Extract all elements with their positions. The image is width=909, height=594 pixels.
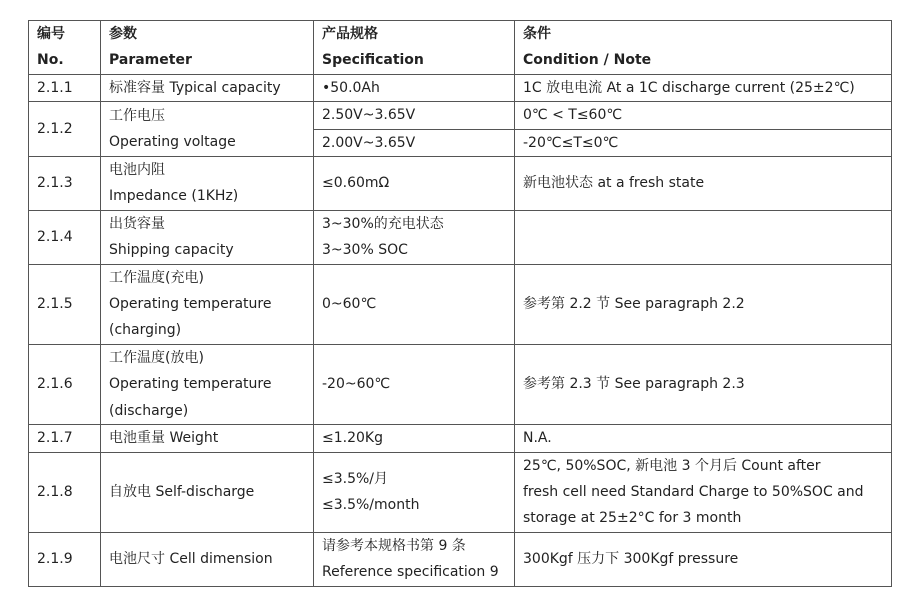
cell-condition: 25℃, 50%SOC, 新电池 3 个月后 Count after fresh cell need Standard Charge to 50%SOC and storage at 25±2°C for 3 month [515,452,892,532]
table-row [29,344,892,424]
cell-spec: 3~30%的充电状态 3~30% SOC [314,210,515,264]
cell-parameter: 电池尺寸 Cell dimension [101,532,314,586]
cell-spec: ≤1.20Kg [314,425,515,452]
cell-spec: ≤3.5%/月 ≤3.5%/month [314,452,515,532]
cell-condition: N.A. [515,425,892,452]
cell-spec: 2.50V~3.65V [314,102,515,129]
table-row [29,452,892,532]
table-row [29,210,892,264]
header-specification: 产品规格 Specification [314,21,515,75]
table-row [29,74,892,101]
cell-no: 2.1.4 [29,210,101,264]
cell-parameter: 电池内阻 Impedance (1KHz) [101,157,314,211]
cell-no: 2.1.1 [29,74,101,101]
cell-spec: 2.00V~3.65V [314,129,515,156]
cell-no: 2.1.5 [29,264,101,344]
cell-spec: 0~60℃ [314,264,515,344]
cell-parameter: 工作温度(放电) Operating temperature (discharge) [101,344,314,424]
cell-no: 2.1.6 [29,344,101,424]
header-no: 编号 No. [29,21,101,75]
cell-spec: •50.0Ah [314,74,515,101]
cell-condition [515,210,892,264]
cell-parameter: 自放电 Self-discharge [101,452,314,532]
table-header-row [29,21,892,75]
header-condition: 条件 Condition / Note [515,21,892,75]
cell-spec: ≤0.60mΩ [314,157,515,211]
cell-condition: 参考第 2.3 节 See paragraph 2.3 [515,344,892,424]
cell-condition: -20℃≤T≤0℃ [515,129,892,156]
cell-parameter: 电池重量 Weight [101,425,314,452]
spec-table [28,20,892,587]
table-row [29,157,892,211]
cell-spec: 请参考本规格书第 9 条 Reference specification 9 [314,532,515,586]
cell-no: 2.1.7 [29,425,101,452]
table-row [29,425,892,452]
cell-condition: 1C 放电电流 At a 1C discharge current (25±2℃) [515,74,892,101]
cell-parameter: 工作电压 Operating voltage [101,102,314,157]
table-row [29,532,892,586]
cell-condition: 参考第 2.2 节 See paragraph 2.2 [515,264,892,344]
header-parameter: 参数 Parameter [101,21,314,75]
cell-parameter: 工作温度(充电) Operating temperature (charging) [101,264,314,344]
cell-no: 2.1.3 [29,157,101,211]
cell-no: 2.1.8 [29,452,101,532]
cell-parameter: 出货容量 Shipping capacity [101,210,314,264]
table-row [29,102,892,129]
cell-condition: 300Kgf 压力下 300Kgf pressure [515,532,892,586]
cell-condition: 0℃ < T≤60℃ [515,102,892,129]
table-row [29,264,892,344]
cell-parameter: 标准容量 Typical capacity [101,74,314,101]
cell-no: 2.1.2 [29,102,101,157]
cell-spec: -20~60℃ [314,344,515,424]
cell-no: 2.1.9 [29,532,101,586]
cell-condition: 新电池状态 at a fresh state [515,157,892,211]
